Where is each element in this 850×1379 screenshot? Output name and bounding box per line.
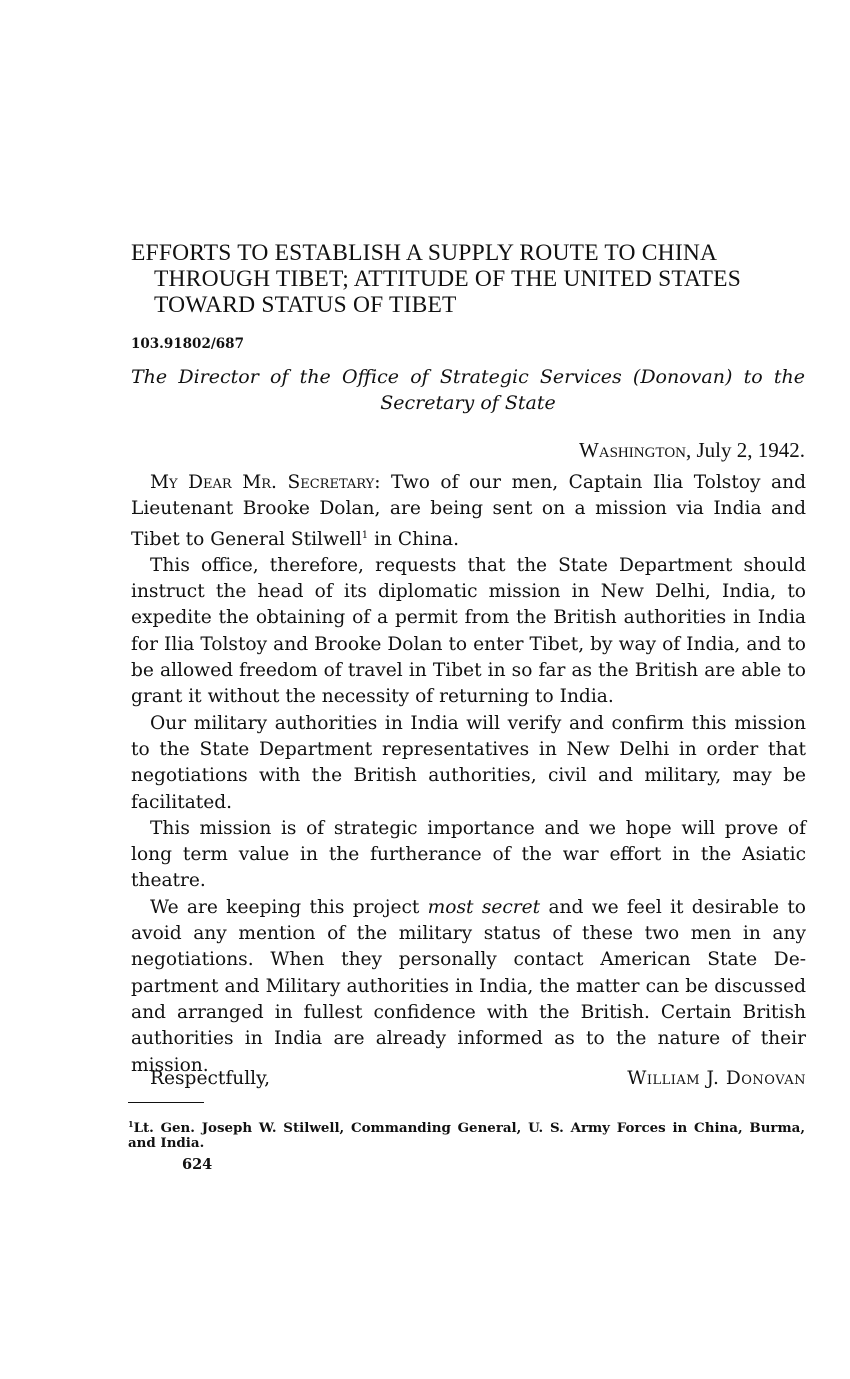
complimentary-close: Respectfully, — [150, 1068, 271, 1089]
document-title-line-1: The Director of the Office of Strategic Services (Donovan) to the — [131, 366, 805, 388]
document-title-line-2: Secretary of State — [380, 392, 556, 414]
file-reference: 103.91802/687 — [131, 336, 244, 352]
chapter-heading — [131, 240, 811, 318]
signature: William J. Donovan — [627, 1068, 806, 1089]
paragraph-4: This mission is of strategic importance and we hope will prove of long term value in the furtherance of the war effort in the Asiatic theatre. — [131, 817, 806, 892]
paragraph-1 — [131, 470, 806, 553]
chapter-heading-line-1: EFFORTS TO ESTABLISH A SUPPLY ROUTE TO CHINA — [131, 240, 718, 266]
paragraph-5-end: and we feel it desirable to avoid any mention of the military status of these two men in any negotiations. When they personally contact American State Department and Military authorities in India, the matter can be discussed and arranged in fullest confidence with the British. Certain British authorities in India are already informed as to the nature of their mission. — [131, 896, 806, 1076]
footnote-text: Lt. Gen. Joseph W. Stilwell, Commanding General, U. S. Army Forces in China, Burma, and India. — [128, 1120, 805, 1151]
salutation: My Dear Mr. Secretary — [150, 472, 375, 493]
paragraph-2: This office, therefore, requests that the State Department should instruct the head of its diplomatic mission in New Delhi, India, to expedite the obtaining of a permit from the British authorities in India for Ilia Tolstoy and Brooke Dolan to enter Tibet, by way of India, and to be allowed freedom of travel in Tibet in so far as the British are able to grant it without the necessity of returning to India. — [131, 554, 806, 708]
paragraph-5-start: We are keeping this project — [150, 896, 428, 918]
paragraph-3: Our military authorities in India will verify and confirm this mission to the State Department representatives in New Delhi in order that negotiations with the British authorities, civil and military, may be facilitated. — [131, 712, 806, 813]
footnote-reference: 1 — [361, 529, 369, 541]
document-title — [131, 364, 805, 416]
letter-body — [131, 470, 806, 1079]
footnote — [128, 1117, 805, 1151]
footnote-rule — [128, 1102, 204, 1103]
dateline-date: , July 2, 1942. — [685, 438, 805, 462]
closing — [131, 1068, 806, 1096]
dateline — [579, 438, 805, 463]
paragraph-5 — [131, 895, 806, 1079]
page-number: 624 — [182, 1156, 213, 1173]
footnote-mark: 1 — [128, 1119, 134, 1129]
paragraph-1-end: in China. — [368, 528, 460, 550]
dateline-place: Washington — [578, 438, 686, 462]
chapter-heading-line-2: THROUGH TIBET; ATTITUDE OF THE UNITED STATES — [154, 266, 741, 292]
paragraph-5-emphasis: most secret — [427, 896, 541, 918]
chapter-heading-line-3: TOWARD STATUS OF TIBET — [154, 292, 457, 318]
paragraph-1-text: : Two of our men, Captain Ilia Tolstoy and Lieutenant Brooke Dolan, are being sent on a mission via India and Tibet to General Stilwell — [131, 472, 806, 550]
